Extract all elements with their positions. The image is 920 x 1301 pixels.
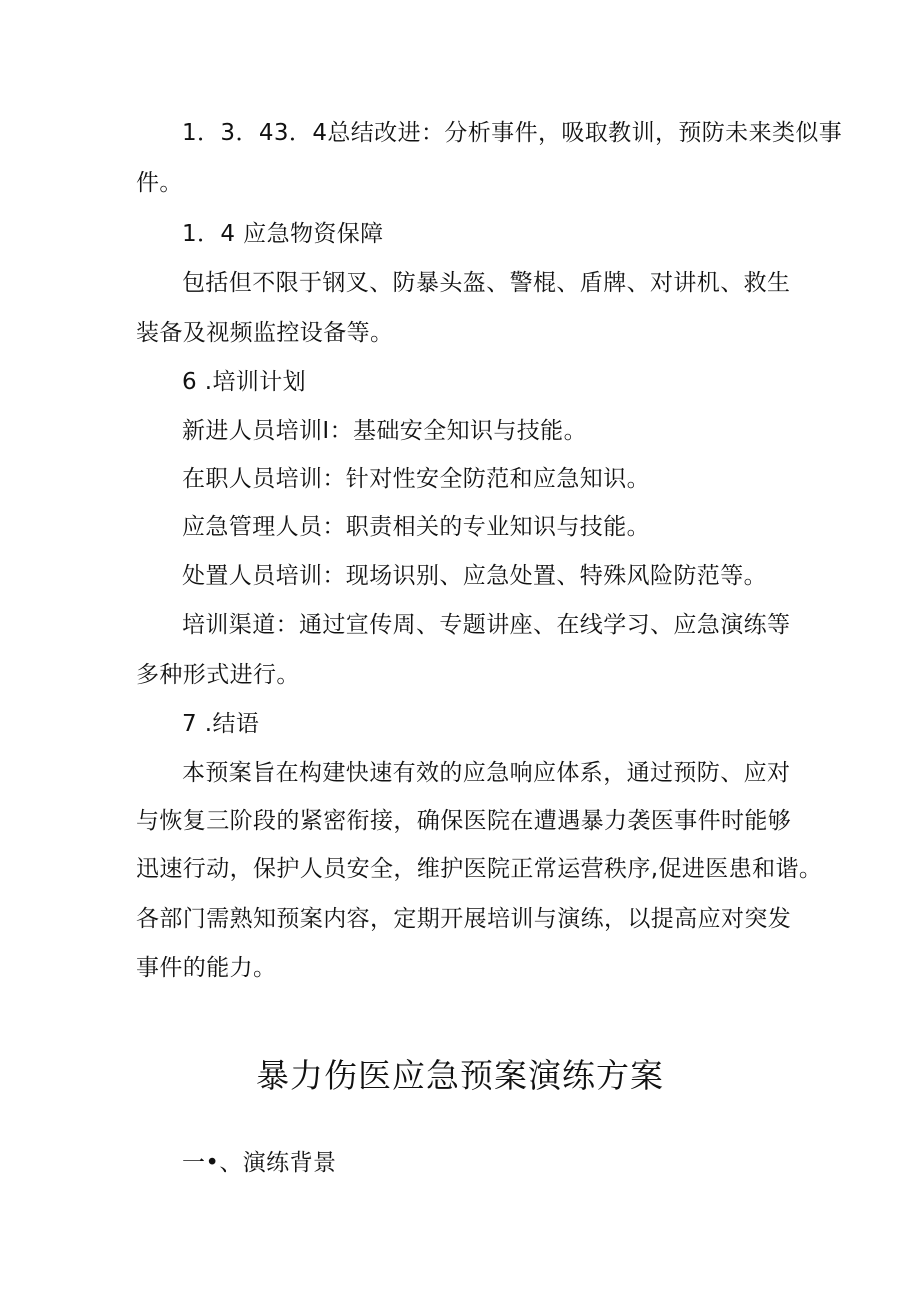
training-item-current-staff: 在职人员培训：针对性安全防范和应急知识。 bbox=[182, 466, 650, 492]
heading-emergency-supplies: 1．4 应急物资保障 bbox=[182, 221, 384, 247]
conclusion-line-5: 事件的能力。 bbox=[136, 955, 277, 981]
conclusion-line-3: 迅速行动，保护人员安全，维护医院正常运营秩序,促进医患和谐。 bbox=[136, 856, 823, 882]
paragraph-supplies-line-1: 包括但不限于钢叉、防暴头盔、警棍、盾牌、对讲机、救生 bbox=[182, 270, 791, 296]
training-item-responders: 处置人员培训：现场识别、应急处置、特殊风险防范等。 bbox=[182, 563, 767, 589]
paragraph-channels-line-1: 培训渠道：通过宣传周、专题讲座、在线学习、应急演练等 bbox=[182, 612, 791, 638]
paragraph-channels-line-2: 多种形式进行。 bbox=[136, 662, 300, 688]
section-drill-background: 一•、演练背景 bbox=[182, 1150, 337, 1176]
conclusion-line-2: 与恢复三阶段的紧密衔接，确保医院在遭遇暴力袭医事件时能够 bbox=[136, 808, 792, 834]
heading-training-plan: 6 .培训计划 bbox=[182, 369, 307, 395]
plan-title: 暴力伤医应急预案演练方案 bbox=[256, 1056, 664, 1095]
conclusion-line-1: 本预案旨在构建快速有效的应急响应体系，通过预防、应对 bbox=[182, 760, 791, 786]
training-item-new-staff: 新进人员培训I：基础安全知识与技能。 bbox=[182, 418, 587, 444]
training-item-management: 应急管理人员：职责相关的专业知识与技能。 bbox=[182, 514, 650, 540]
conclusion-line-4: 各部门需熟知预案内容，定期开展培训与演练，以提高应对突发 bbox=[136, 906, 792, 932]
paragraph-summary-line-2: 件。 bbox=[136, 170, 183, 196]
paragraph-supplies-line-2: 装备及视频监控设备等。 bbox=[136, 320, 394, 346]
heading-conclusion: 7 .结语 bbox=[182, 711, 260, 737]
paragraph-summary-line-1: 1．3．43．4总结改进：分析事件，吸取教训，预防未来类似事 bbox=[182, 120, 843, 146]
